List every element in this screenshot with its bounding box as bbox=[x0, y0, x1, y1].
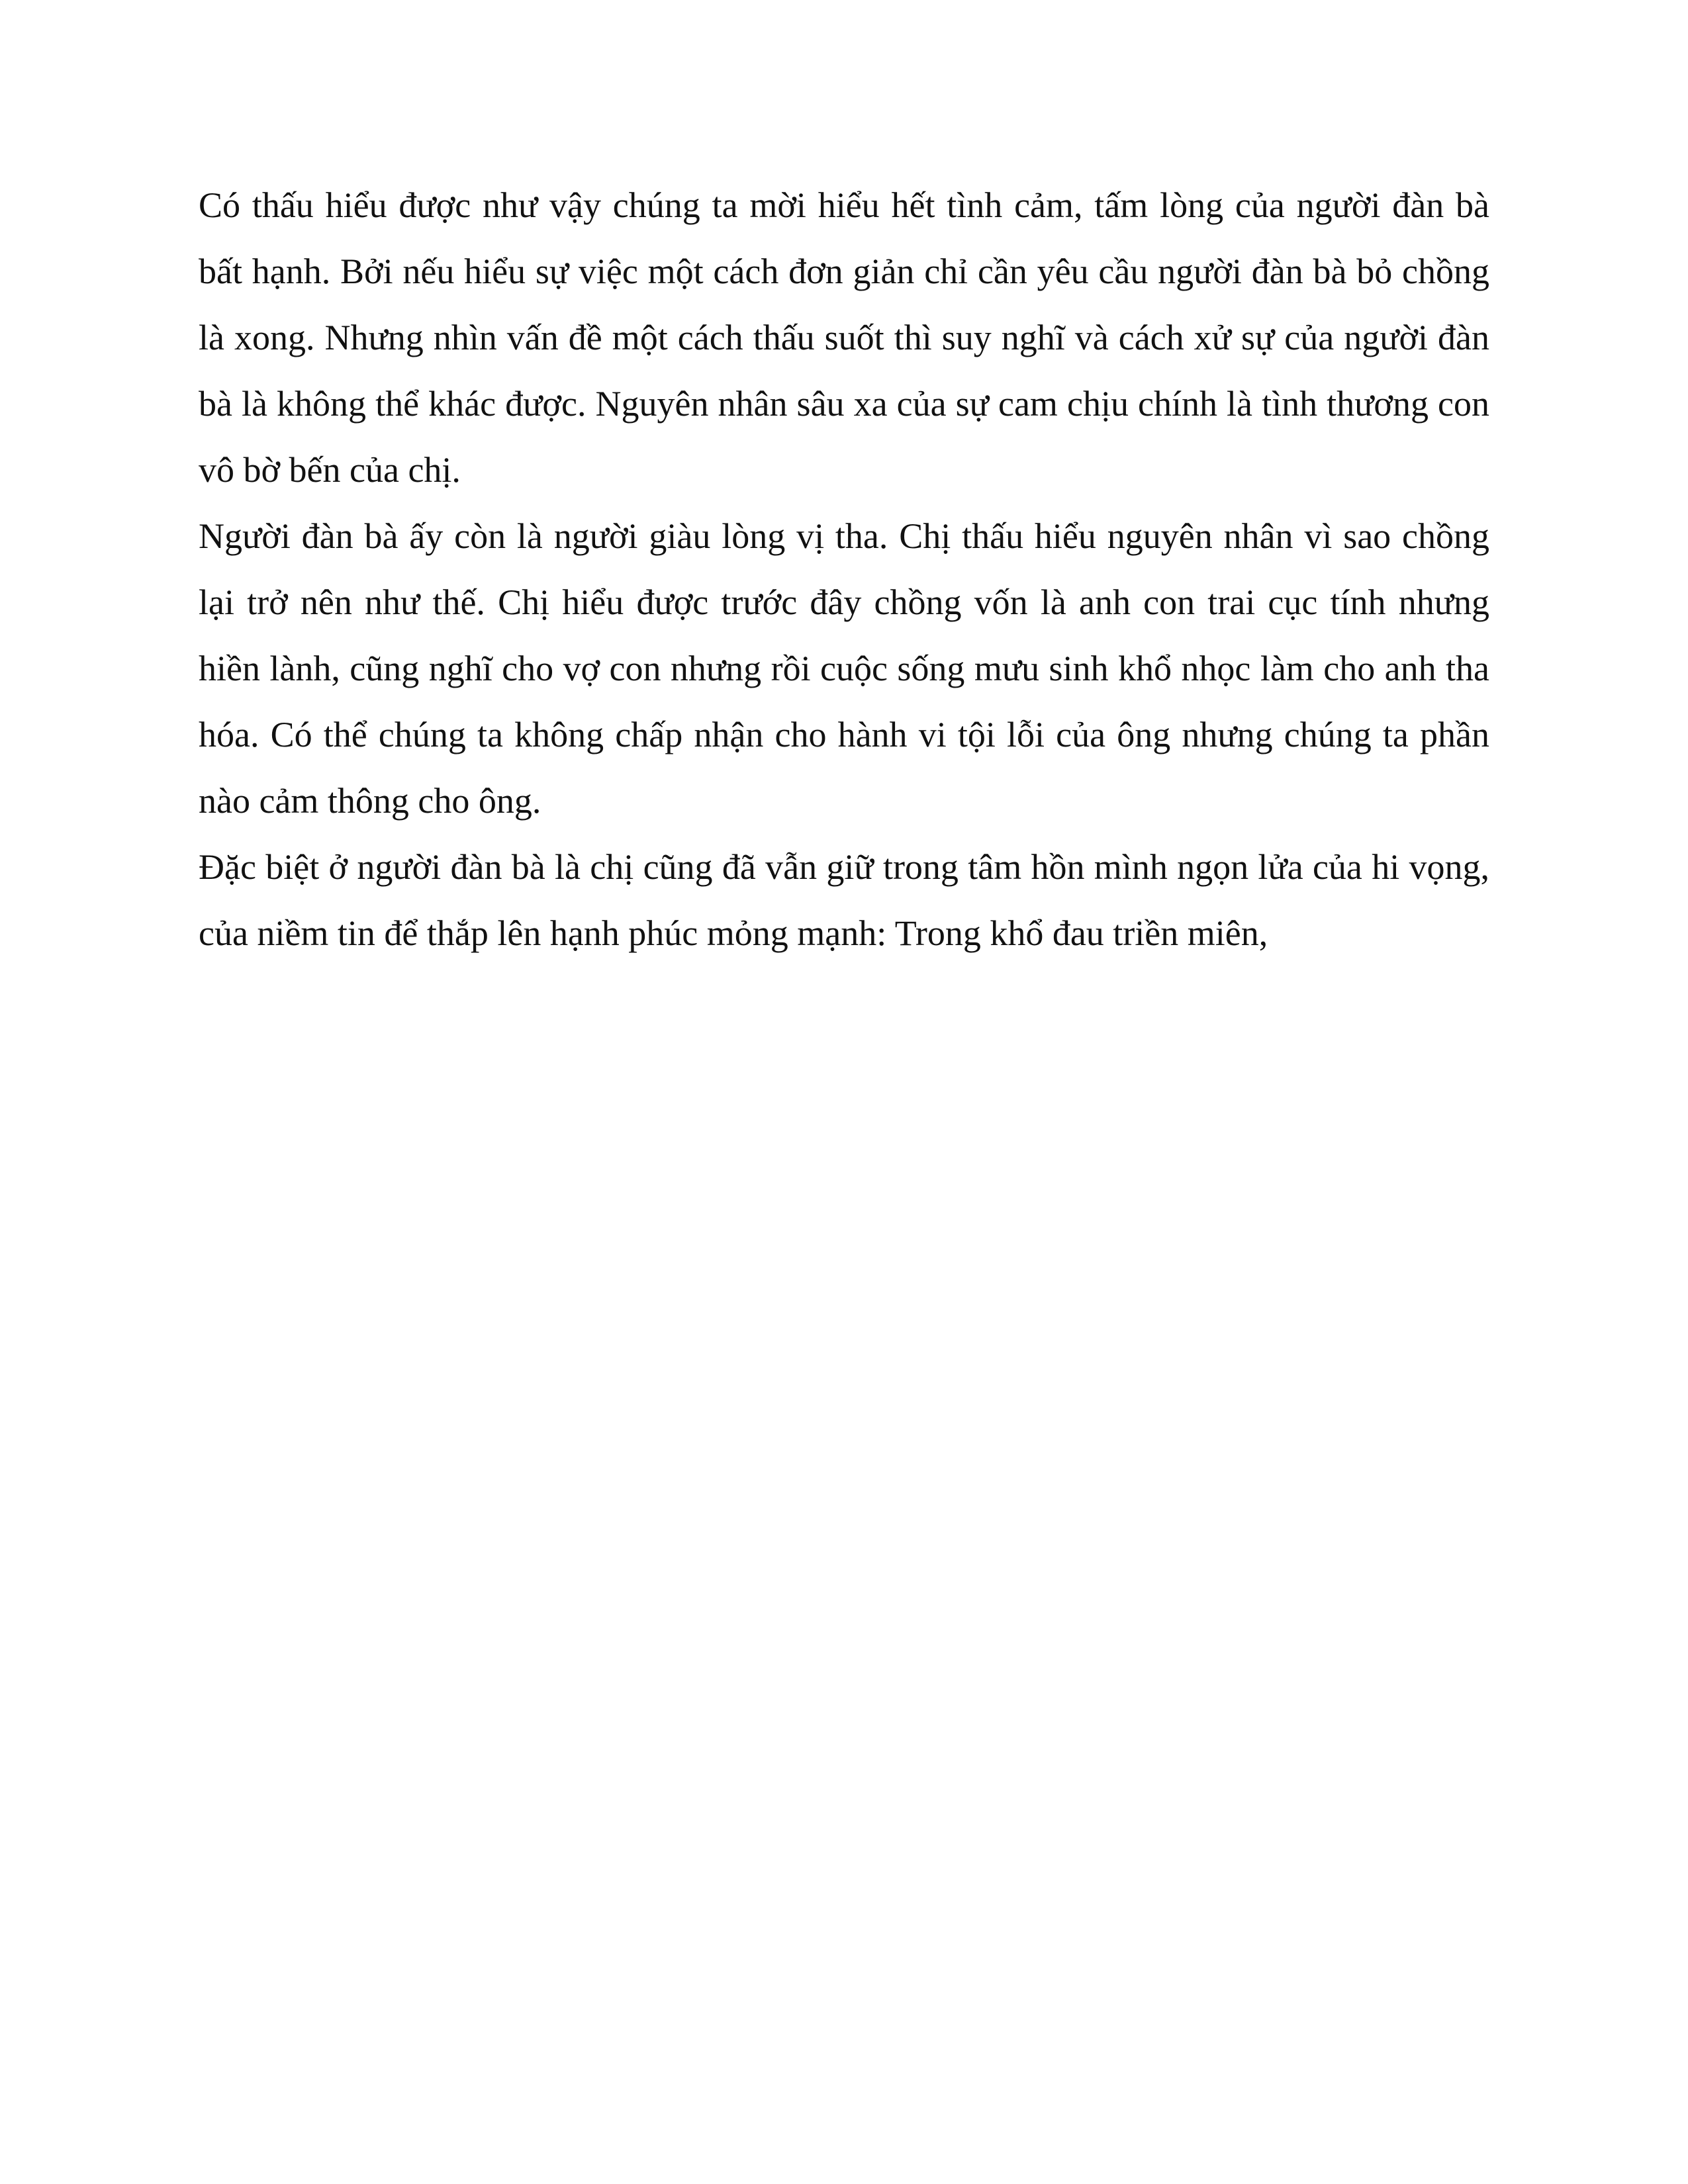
body-text bbox=[199, 172, 1489, 966]
paragraph-1: Có thấu hiểu được như vậy chúng ta mời hiểu hết tình cảm, tấm lòng của người đàn bà bất hạnh. Bởi nếu hiểu sự việc một cách đơn giản chỉ cần yêu cầu người đàn bà bỏ chồng là xong. Nhưng nhìn vấn đề một cách thấu suốt thì suy nghĩ và cách xử sự của người đàn bà là không thể khác được. Nguyên nhân sâu xa của sự cam chịu chính là tình thương con vô bờ bến của chị. bbox=[199, 185, 1489, 490]
paragraph-2: Người đàn bà ấy còn là người giàu lòng vị tha. Chị thấu hiểu nguyên nhân vì sao chồng lại trở nên như thế. Chị hiểu được trước đây chồng vốn là anh con trai cục tính nhưng hiền lành, cũng nghĩ cho vợ con nhưng rồi cuộc sống mưu sinh khổ nhọc làm cho anh tha hóa. Có thể chúng ta không chấp nhận cho hành vi tội lỗi của ông nhưng chúng ta phần nào cảm thông cho ông. bbox=[199, 516, 1489, 821]
paragraph-3: Đặc biệt ở người đàn bà là chị cũng đã vẫn giữ trong tâm hồn mình ngọn lửa của hi vọng, của niềm tin để thắp lên hạnh phúc mỏng mạnh: Trong khổ đau triền miên, bbox=[199, 847, 1489, 953]
